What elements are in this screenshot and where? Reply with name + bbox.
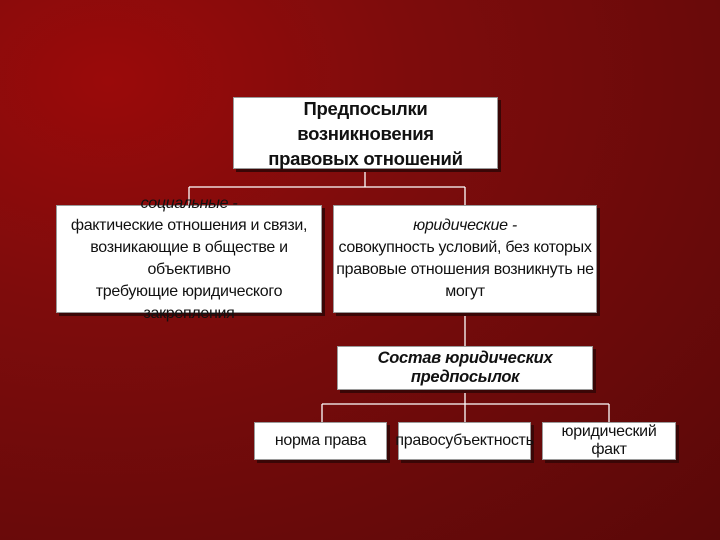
- root-node-box: [233, 97, 498, 169]
- juridical-term: юридические -: [413, 217, 517, 234]
- juridical-description-line2: правовые отношения возникнуть не: [336, 261, 594, 278]
- composition-title: Состав юридических предпосылок: [377, 349, 553, 386]
- juridical-description-line3: могут: [445, 283, 485, 300]
- legal-fact-box: [542, 422, 676, 460]
- juridical-prerequisites-box: [333, 205, 597, 313]
- legal-capacity-label: правосубъектность: [395, 432, 534, 449]
- legal-norm-box: [254, 422, 387, 460]
- juridical-description-line1: совокупность условий, без которых: [338, 239, 592, 256]
- legal-fact-label: юридический факт: [561, 423, 657, 458]
- social-description-line1: фактические отношения и связи,: [70, 217, 308, 234]
- social-description-line3: требующие юридического закрепления: [95, 283, 283, 322]
- social-term: социальные -: [140, 195, 238, 212]
- social-prerequisites-box: [56, 195, 322, 322]
- legal-norm-label: норма права: [274, 432, 367, 449]
- composition-box: [337, 346, 593, 390]
- legal-capacity-box: [395, 422, 534, 460]
- social-description-line2: возникающие в обществе и объективно: [90, 239, 288, 278]
- root-title-line1: Предпосылки возникновения: [297, 97, 434, 144]
- root-title-line2: правовых отношений: [268, 147, 463, 169]
